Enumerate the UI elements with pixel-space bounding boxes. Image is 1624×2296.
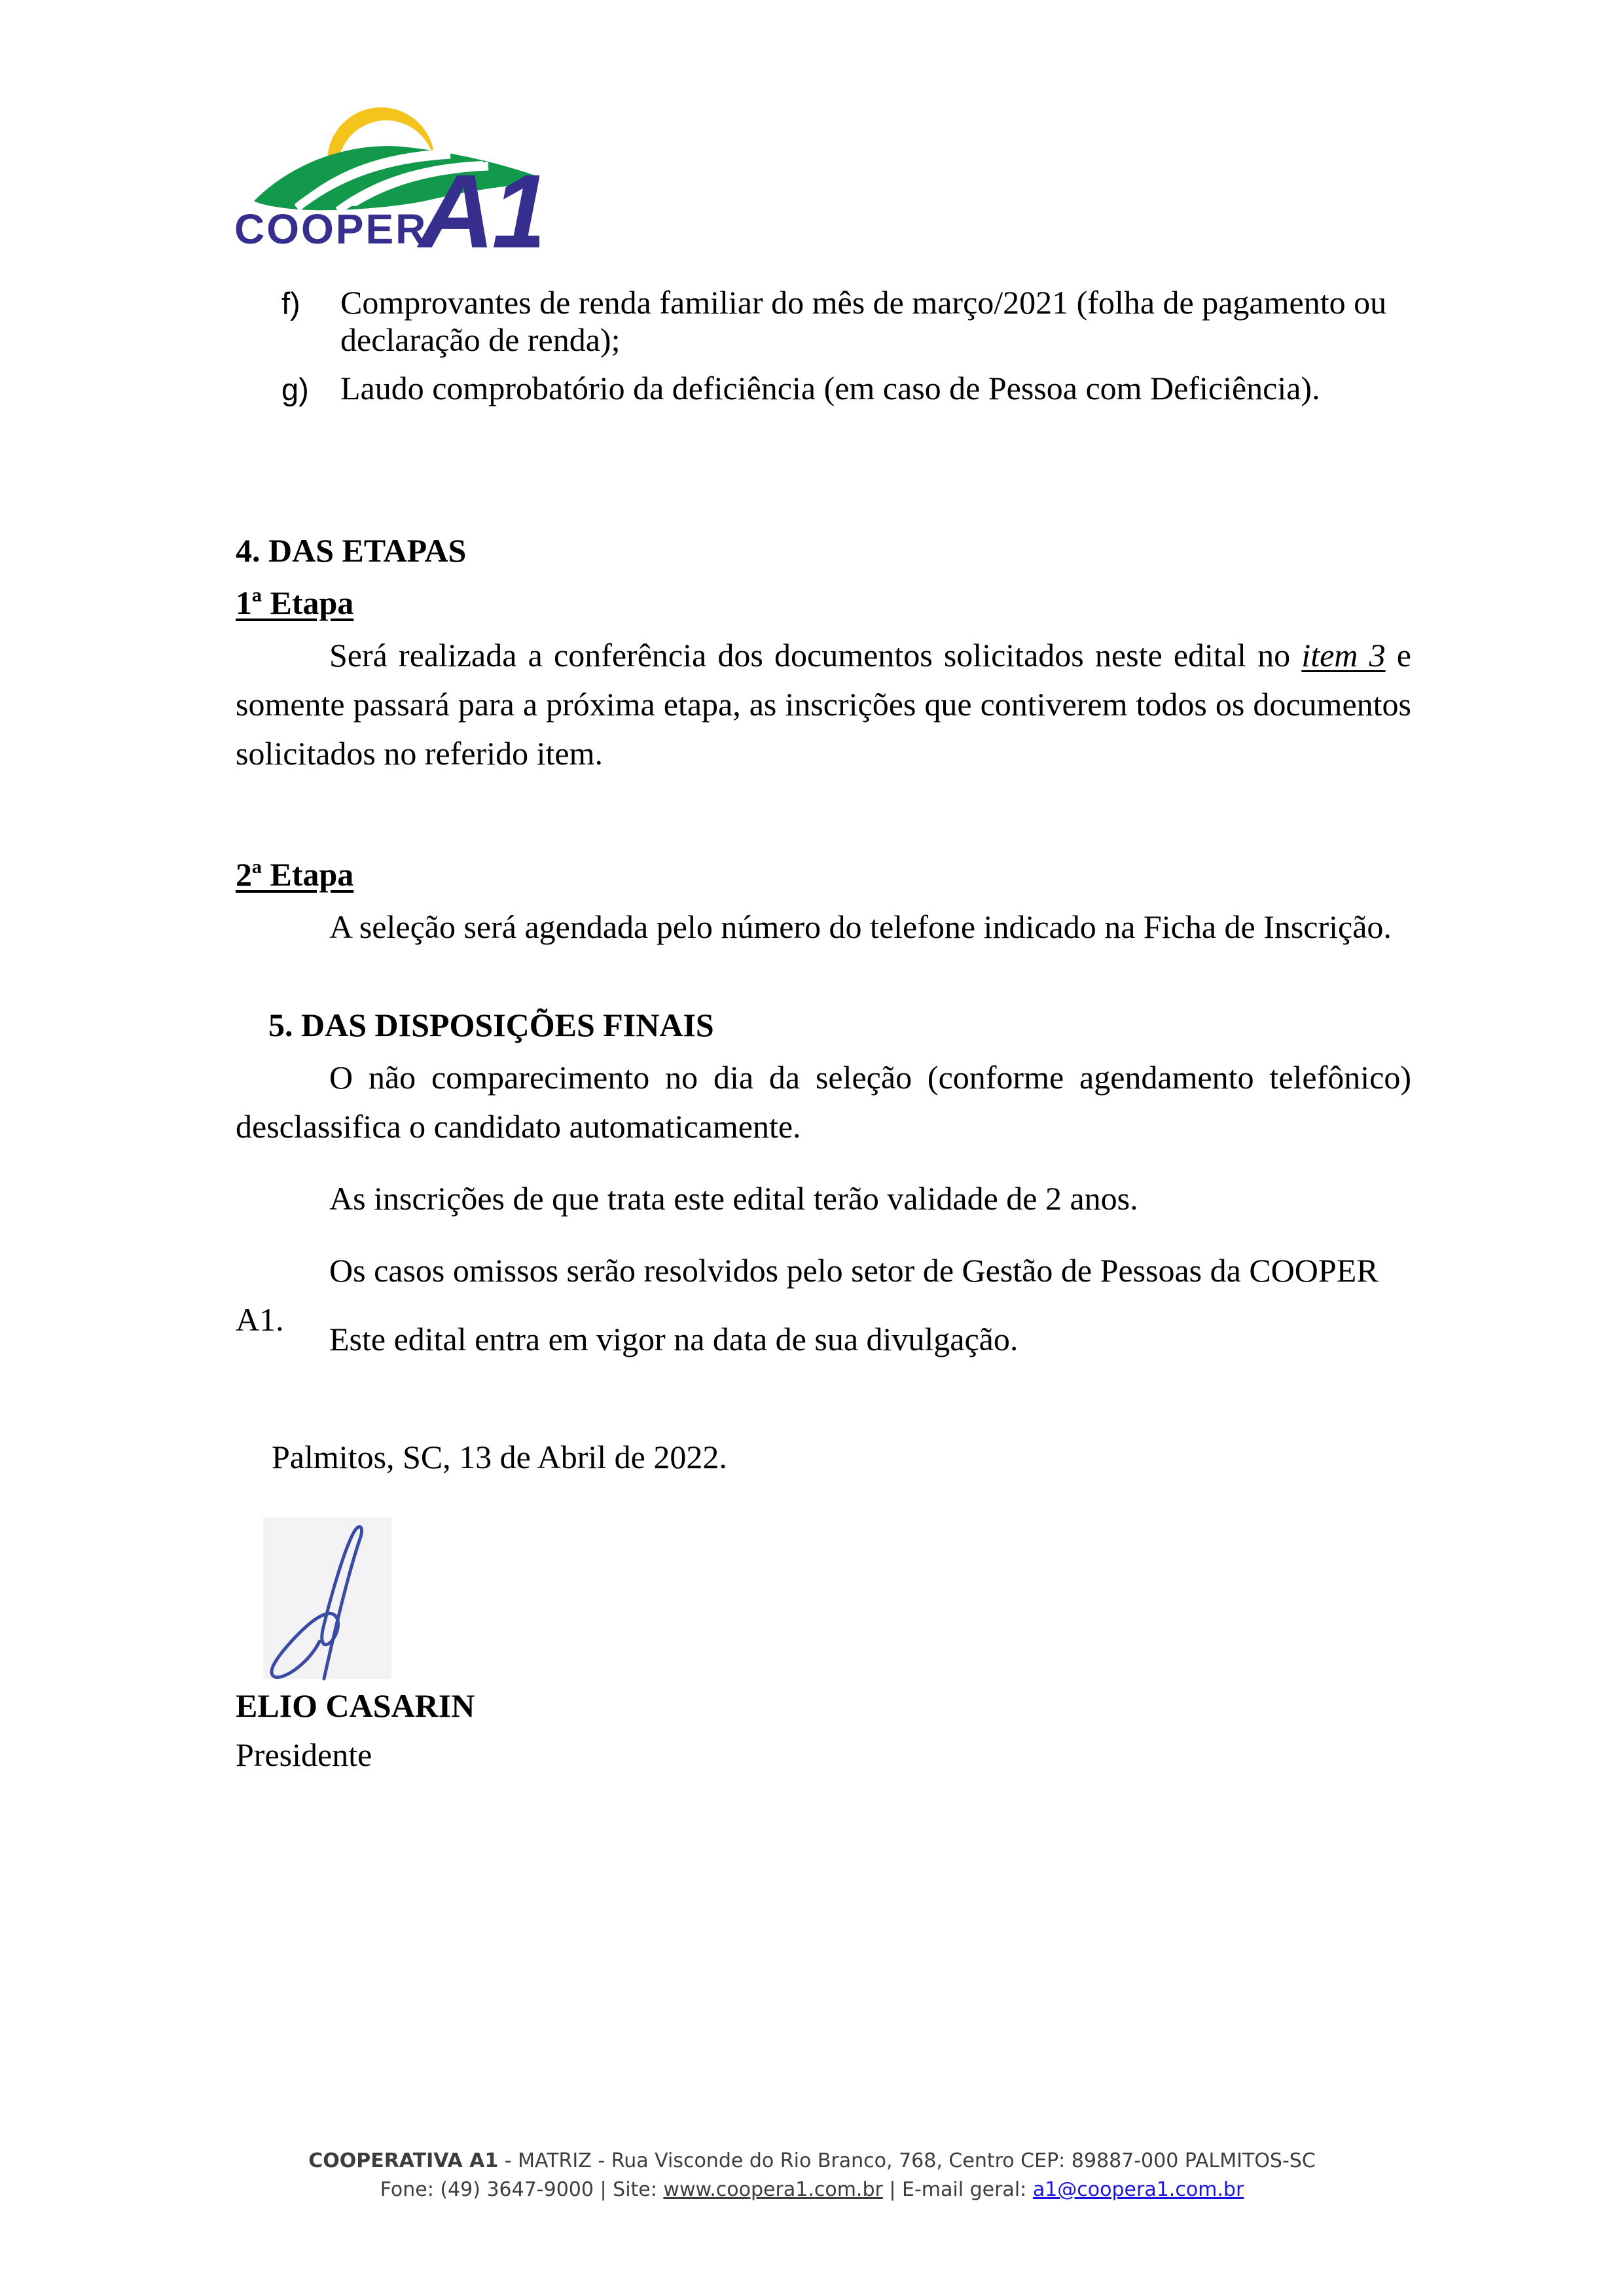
stage1-title xyxy=(236,579,1411,628)
document-list xyxy=(236,284,1401,418)
stage2-paragraph: A seleção será agendada pelo número do telefone indicado na Ficha de Inscrição. xyxy=(329,908,1392,945)
page-footer xyxy=(0,2147,1624,2204)
paragraph-omissions: Os casos omissos serão resolvidos pelo setor de Gestão de Pessoas da COOPER A1. xyxy=(236,1252,1379,1338)
section-heading-finais: 5. DAS DISPOSIÇÕES FINAIS xyxy=(268,1007,714,1043)
cooper-a1-logo-graphic xyxy=(234,98,539,263)
paragraph-no-show: O não comparecimento no dia da seleção (conforme agendamento telefônico) desclassifica o candidato automaticamente. xyxy=(236,1059,1411,1145)
stage2-title xyxy=(236,850,1411,899)
list-item-f xyxy=(236,284,1401,359)
logo-wordmark: COOPER xyxy=(234,206,428,253)
signer-name: ELIO CASARIN xyxy=(236,1687,475,1724)
stage1-title-text: 1ª Etapa xyxy=(236,584,354,621)
stage2-title-text: 2ª Etapa xyxy=(236,856,354,893)
footer-site-link[interactable]: www.coopera1.com.br xyxy=(663,2178,883,2201)
signature-stroke xyxy=(272,1527,362,1679)
stage1-paragraph xyxy=(236,631,1411,778)
footer-phone-site-label: Fone: (49) 3647-9000 | Site: xyxy=(380,2178,664,2201)
footer-address-text: - MATRIZ - Rua Visconde do Rio Branco, 768, Centro CEP: 89887-000 PALMITOS-SC xyxy=(498,2149,1316,2172)
list-text-g: Laudo comprobatório da deficiência (em caso de Pessoa com Deficiência). xyxy=(340,370,1320,406)
signature-image xyxy=(263,1517,391,1679)
paragraph-validity: As inscrições de que trata este edital terão validade de 2 anos. xyxy=(329,1180,1138,1217)
paragraph-effective-date: Este edital entra em vigor na data de sua divulgação. xyxy=(329,1321,1019,1357)
signature-graphic xyxy=(263,1517,391,1679)
signer-title: Presidente xyxy=(236,1736,372,1773)
list-text-f: Comprovantes de renda familiar do mês de março/2021 (folha de pagamento ou declaração de renda); xyxy=(340,284,1387,358)
cooper-a1-logo xyxy=(234,98,539,263)
footer-email-link[interactable]: a1@coopera1.com.br xyxy=(1032,2178,1244,2201)
footer-contact-line xyxy=(0,2176,1624,2204)
list-item-g xyxy=(236,370,1401,407)
list-marker-g: g) xyxy=(281,372,309,406)
logo-mark-a1: A1 xyxy=(419,152,539,263)
dateline: Palmitos, SC, 13 de Abril de 2022. xyxy=(272,1439,727,1475)
footer-address-line xyxy=(0,2147,1624,2176)
stage1-paragraph-prefix: Será realizada a conferência dos documentos solicitados neste edital no xyxy=(329,637,1302,673)
section-heading-etapas: 4. DAS ETAPAS xyxy=(236,532,467,569)
list-marker-f: f) xyxy=(281,286,300,321)
item-3-reference: item 3 xyxy=(1301,637,1386,673)
footer-email-label: | E-mail geral: xyxy=(882,2178,1033,2201)
footer-org-name: COOPERATIVA A1 xyxy=(308,2149,499,2172)
stage1-paragraph-suffix: e somente passará para a próxima etapa, as inscrições que contiverem todos os documentos solicitados no referido item. xyxy=(236,637,1411,772)
